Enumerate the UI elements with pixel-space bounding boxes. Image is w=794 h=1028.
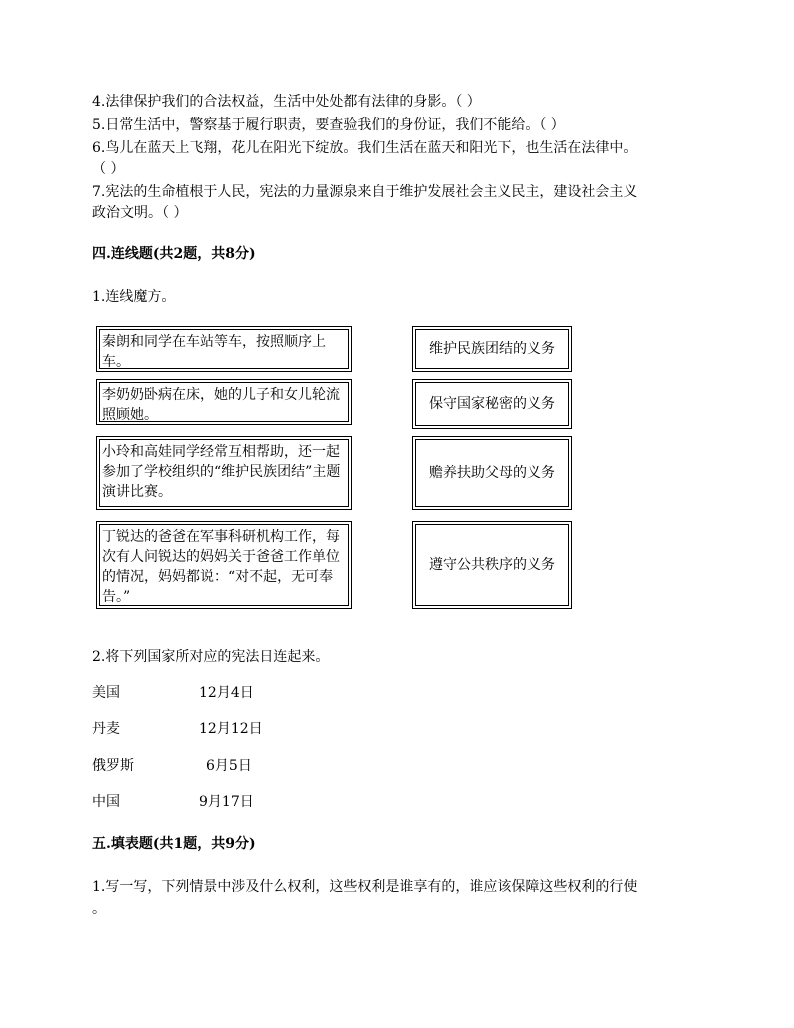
right-box-1-text: 维护民族团结的义务 xyxy=(429,341,555,357)
right-box-1[interactable] xyxy=(412,326,572,372)
question-7-line2: 政治文明。（ ） xyxy=(92,205,188,221)
right-box-2-text: 保守国家秘密的义务 xyxy=(429,396,555,412)
country-russia[interactable]: 俄罗斯 xyxy=(92,758,134,774)
right-box-4-text: 遵守公共秩序的义务 xyxy=(429,557,555,573)
left-box-1-text: 秦朗和同学在车站等车，按照顺序上车。 xyxy=(102,334,326,370)
section-5-title: 五.填表题(共1题，共9分) xyxy=(92,836,256,852)
left-box-4[interactable] xyxy=(96,521,352,609)
right-box-2[interactable] xyxy=(412,379,572,429)
section-5-q1-line2: 。 xyxy=(92,901,106,917)
question-5: 5.日常生活中，警察基于履行职责，要查验我们的身份证，我们不能给。（ ） xyxy=(92,117,565,133)
country-usa[interactable]: 美国 xyxy=(92,685,120,701)
left-box-4-text: 丁锐达的爸爸在军事科研机构工作，每次有人问锐达的妈妈关于爸爸工作单位的情况，妈妈都说：“对不起，无可奉告。” xyxy=(102,529,340,605)
question-7-line1: 7.宪法的生命植根于人民，宪法的力量源泉来自于维护发展社会主义民主，建设社会主义 xyxy=(92,184,638,200)
date-1[interactable]: 12月4日 xyxy=(199,685,254,701)
right-box-3[interactable] xyxy=(412,436,572,510)
left-box-3[interactable] xyxy=(96,436,352,510)
date-2[interactable]: 12月12日 xyxy=(199,721,263,737)
section-4-q1-title: 1.连线魔方。 xyxy=(92,289,176,305)
date-3[interactable]: 6月5日 xyxy=(206,758,252,774)
section-4-title: 四.连线题(共2题，共8分) xyxy=(92,246,256,262)
question-6-line2: （ ） xyxy=(92,161,125,177)
left-box-3-text: 小玲和高娃同学经常互相帮助，还一起参加了学校组织的“维护民族团结”主题演讲比赛。 xyxy=(102,444,341,500)
right-box-4[interactable] xyxy=(412,521,572,609)
question-6-line1: 6.鸟儿在蓝天上飞翔，花儿在阳光下绽放。我们生活在蓝天和阳光下，也生活在法律中。 xyxy=(92,140,638,156)
country-denmark[interactable]: 丹麦 xyxy=(92,721,120,737)
date-4[interactable]: 9月17日 xyxy=(199,794,254,810)
left-box-1[interactable] xyxy=(96,326,352,372)
section-4-q2-title: 2.将下列国家所对应的宪法日连起来。 xyxy=(92,649,330,665)
section-5-q1-line1: 1.写一写，下列情景中涉及什么权利，这些权利是谁享有的，谁应该保障这些权利的行使 xyxy=(92,879,638,895)
country-china[interactable]: 中国 xyxy=(92,794,120,810)
left-box-2-text: 李奶奶卧病在床，她的儿子和女儿轮流照顾她。 xyxy=(102,387,340,423)
right-box-3-text: 赡养扶助父母的义务 xyxy=(429,465,555,481)
question-4: 4.法律保护我们的合法权益，生活中处处都有法律的身影。（ ） xyxy=(92,94,481,110)
left-box-2[interactable] xyxy=(96,379,352,425)
